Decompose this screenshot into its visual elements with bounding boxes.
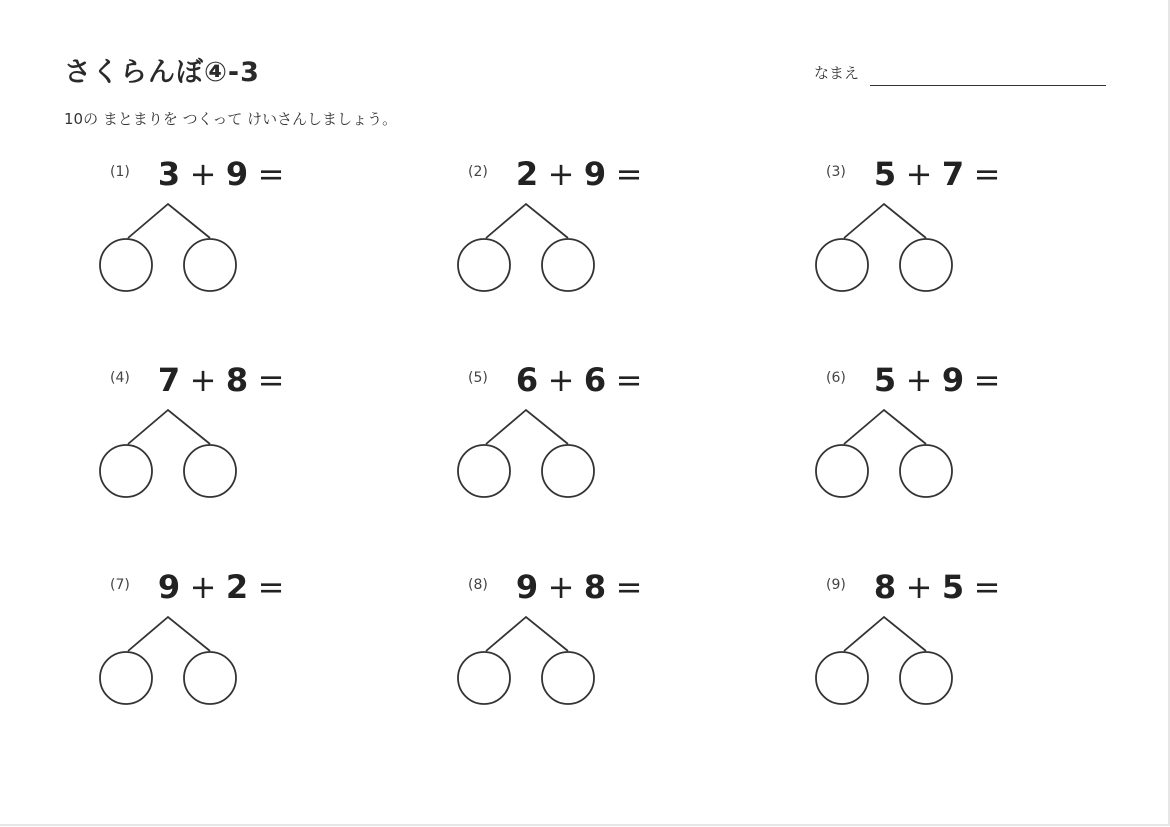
equation xyxy=(872,155,1008,193)
branch-lines xyxy=(486,204,568,238)
problem-2 xyxy=(458,155,738,298)
addend-first: 9 xyxy=(515,568,539,606)
addend-first: 5 xyxy=(873,361,897,399)
answer-circle-right[interactable] xyxy=(184,445,236,497)
problem-number: (8) xyxy=(468,577,488,593)
plus-sign: + xyxy=(905,361,933,399)
name-field[interactable] xyxy=(814,62,1106,88)
equation xyxy=(514,568,650,606)
problem-9 xyxy=(816,568,1096,711)
equation xyxy=(872,568,1008,606)
equation xyxy=(156,568,292,606)
equation xyxy=(872,361,1008,399)
cherry-diagram xyxy=(100,397,250,492)
answer-circle-right[interactable] xyxy=(542,239,594,291)
addend-first: 9 xyxy=(157,568,181,606)
branch-lines xyxy=(844,204,926,238)
problem-7 xyxy=(100,568,380,711)
problem-1 xyxy=(100,155,380,298)
addend-second: 9 xyxy=(225,155,249,193)
branch-lines xyxy=(486,617,568,651)
problem-number: (1) xyxy=(110,164,130,180)
plus-sign: + xyxy=(905,568,933,606)
answer-circle-right[interactable] xyxy=(542,445,594,497)
addend-second: 9 xyxy=(583,155,607,193)
problem-8 xyxy=(458,568,738,711)
name-label: なまえ xyxy=(814,64,860,82)
plus-sign: + xyxy=(189,568,217,606)
addend-second: 5 xyxy=(941,568,965,606)
answer-circle-left[interactable] xyxy=(458,445,510,497)
answer-circle-left[interactable] xyxy=(100,652,152,704)
cherry-diagram xyxy=(816,397,966,492)
branch-lines xyxy=(486,410,568,444)
answer-circle-left[interactable] xyxy=(816,652,868,704)
problem-4 xyxy=(100,361,380,504)
answer-circle-left[interactable] xyxy=(100,239,152,291)
cherry-diagram xyxy=(458,191,608,286)
equals-sign: = xyxy=(257,361,285,399)
equals-sign: = xyxy=(973,155,1001,193)
plus-sign: + xyxy=(189,361,217,399)
addend-second: 2 xyxy=(225,568,249,606)
equals-sign: = xyxy=(615,568,643,606)
cherry-diagram xyxy=(816,191,966,286)
addend-first: 8 xyxy=(873,568,897,606)
cherry-diagram xyxy=(100,191,250,286)
branch-lines xyxy=(128,617,210,651)
addend-first: 6 xyxy=(515,361,539,399)
addend-first: 5 xyxy=(873,155,897,193)
problem-number: (3) xyxy=(826,164,846,180)
answer-circle-right[interactable] xyxy=(900,239,952,291)
equals-sign: = xyxy=(973,361,1001,399)
problem-number: (5) xyxy=(468,370,488,386)
addend-first: 7 xyxy=(157,361,181,399)
answer-circle-right[interactable] xyxy=(900,652,952,704)
plus-sign: + xyxy=(547,155,575,193)
addend-first: 2 xyxy=(515,155,539,193)
problem-number: (2) xyxy=(468,164,488,180)
equals-sign: = xyxy=(973,568,1001,606)
plus-sign: + xyxy=(547,361,575,399)
answer-circle-left[interactable] xyxy=(100,445,152,497)
cherry-diagram xyxy=(458,397,608,492)
equation xyxy=(514,155,650,193)
branch-lines xyxy=(128,410,210,444)
addend-second: 6 xyxy=(583,361,607,399)
answer-circle-right[interactable] xyxy=(184,652,236,704)
problem-number: (9) xyxy=(826,577,846,593)
equation xyxy=(156,361,292,399)
addend-first: 3 xyxy=(157,155,181,193)
problem-5 xyxy=(458,361,738,504)
answer-circle-left[interactable] xyxy=(816,239,868,291)
plus-sign: + xyxy=(189,155,217,193)
problem-number: (6) xyxy=(826,370,846,386)
addend-second: 7 xyxy=(941,155,965,193)
branch-lines xyxy=(844,410,926,444)
plus-sign: + xyxy=(547,568,575,606)
answer-circle-right[interactable] xyxy=(542,652,594,704)
answer-circle-left[interactable] xyxy=(816,445,868,497)
instruction-text: 10の まとまりを つくって けいさんしましょう。 xyxy=(64,110,398,128)
addend-second: 8 xyxy=(583,568,607,606)
problem-3 xyxy=(816,155,1096,298)
problem-number: (7) xyxy=(110,577,130,593)
cherry-diagram xyxy=(816,604,966,699)
branch-lines xyxy=(844,617,926,651)
answer-circle-left[interactable] xyxy=(458,652,510,704)
branch-lines xyxy=(128,204,210,238)
problem-number: (4) xyxy=(110,370,130,386)
worksheet-title: さくらんぼ④-3 xyxy=(64,57,260,88)
cherry-diagram xyxy=(458,604,608,699)
equation xyxy=(156,155,292,193)
equals-sign: = xyxy=(257,568,285,606)
problem-6 xyxy=(816,361,1096,504)
equation xyxy=(514,361,650,399)
equals-sign: = xyxy=(615,155,643,193)
answer-circle-right[interactable] xyxy=(184,239,236,291)
addend-second: 8 xyxy=(225,361,249,399)
name-write-line[interactable] xyxy=(870,85,1106,86)
answer-circle-left[interactable] xyxy=(458,239,510,291)
equals-sign: = xyxy=(615,361,643,399)
equals-sign: = xyxy=(257,155,285,193)
addend-second: 9 xyxy=(941,361,965,399)
answer-circle-right[interactable] xyxy=(900,445,952,497)
plus-sign: + xyxy=(905,155,933,193)
cherry-diagram xyxy=(100,604,250,699)
